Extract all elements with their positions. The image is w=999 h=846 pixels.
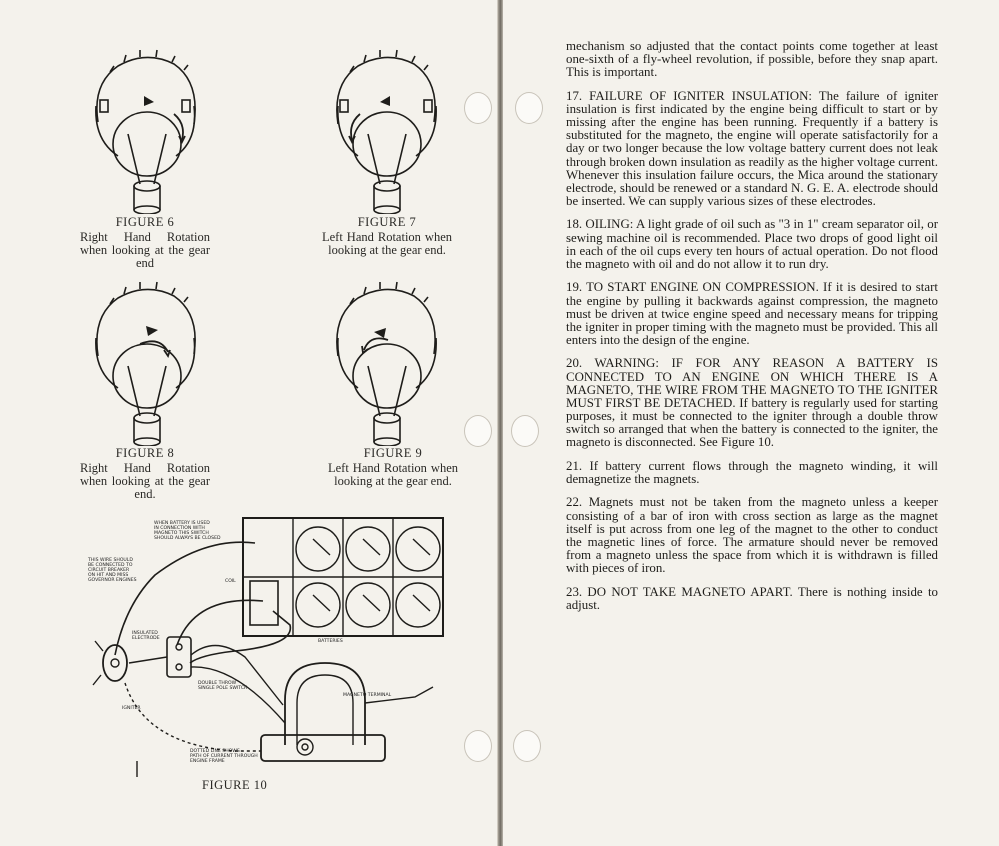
paragraph-17: 17. FAILURE OF IGNITER INSULATION: The failure of igniter insulation is first indicated by the engine being difficult to start or by missing after the engine has been running. Frequently if a battery is substituted for the magneto, the engine will operate satisfactorily for a day or two longer because the low voltage battery current does not leak through broken down insulation as readily as the higher voltage current. Whenever this insulation failure occurs, the Mica around the stationary electrode, should be renewed or a standard N. G. E. A. electrode should be inserted. We can supply various sizes of these electrodes. <box>566 88 938 209</box>
figure-10-wiring-diagram <box>85 515 455 780</box>
figure-6-drawing <box>88 44 206 214</box>
paragraph-19: 19. TO START ENGINE ON COMPRESSION. If it is desired to start the engine by pulling it backwards against compression, the magneto must be driven at twice engine speed and necessary means for tripping the igniter in proper timing with the magneto must be provided. This all enters into the design of the engine. <box>566 280 938 348</box>
figure-10-igniter-label: IGNITER <box>122 706 141 711</box>
figure-9-caption <box>308 447 478 488</box>
paragraph-21: 21. If battery current flows through the magneto winding, it will demagnetize the magnets. <box>566 458 938 487</box>
paragraph-18: 18. OILING: A light grade of oil such as "3 in 1" cream separator oil, or sewing machine oil is recommended. Place two drops of good light oil in each of the oil cups every ten hours of actual operation. Do not flood the magneto with oil and do not allow it to run dry. <box>566 217 938 271</box>
figure-10-caption: FIGURE 10 <box>202 778 268 792</box>
figure-10-insulated-label: INSULATED ELECTRODE <box>132 631 160 641</box>
figure-10-dotted-label: DOTTED LINE SHOWS PATH OF CURRENT THROUGH ENGINE FRAME <box>190 749 258 764</box>
figure-6-title: FIGURE 6 <box>115 215 175 229</box>
figure-8-drawing <box>88 276 206 446</box>
figure-10-terminal-label: MAGNETO TERMINAL <box>343 693 392 698</box>
figure-9-drawing <box>328 276 446 446</box>
figure-7-drawing <box>328 44 446 214</box>
figure-9-title: FIGURE 9 <box>363 446 423 460</box>
figure-10-wire-note: THIS WIRE SHOULD BE CONNECTED TO CIRCUIT BREAKER ON HIT AND MISS GOVERNOR ENGINES <box>88 558 137 583</box>
figure-7-title: FIGURE 7 <box>357 215 417 229</box>
figure-8-caption <box>60 447 230 501</box>
paragraph-23: 23. DO NOT TAKE MAGNETO APART. There is nothing inside to adjust. <box>566 584 938 612</box>
binder-hole-middle <box>464 415 492 447</box>
figure-6-description: Right Hand Rotation when looking at the gear end <box>80 230 210 270</box>
figure-7-caption <box>302 216 472 257</box>
binder-hole-bottom-right <box>513 730 541 762</box>
figure-10-switch-label: DOUBLE THROW SINGLE POLE SWITCH <box>198 681 248 691</box>
figure-10-coil-label: COIL <box>225 579 236 584</box>
figure-8-description: Right Hand Rotation when looking at the gear end. <box>80 461 210 501</box>
paragraph-20: 20. WARNING: IF FOR ANY REASON A BATTERY IS CONNECTED TO AN ENGINE ON WHICH THERE IS A MAGNETO, THE WIRE FROM THE MAGNETO TO THE IGNITER MUST FIRST BE DETACHED. If battery is regularly used for starting purposes, it must be connected to the igniter through a double throw switch so arranged that when the battery is connected to the igniter, the magneto is disconnected. See Figure 10. <box>566 356 938 450</box>
paragraph-16-continued: mechanism so adjusted that the contact points come together at least one-sixth of a fly-wheel revolution, if possible, before they snap apart. This is important. <box>566 39 938 80</box>
figure-7-description: Left Hand Rotation when looking at the gear end. <box>322 230 452 257</box>
binder-hole-top-right <box>515 92 543 124</box>
figure-10-battery-note: WHEN BATTERY IS USED IN CONNECTION WITH MAGNETO THIS SWITCH SHOULD ALWAYS BE CLOSED <box>154 521 221 541</box>
binder-hole-middle-right <box>511 415 539 447</box>
figure-9-description: Left Hand Rotation when looking at the gear end. <box>328 461 458 488</box>
paragraph-22: 22. Magnets must not be taken from the magneto unless a keeper consisting of a bar of iron with cross section as large as the magnet itself is put across from one leg of the magnet to the other to conduct the magnetic lines of force. The armature should never be removed from a magneto unless the space from which it is withdrawn is filled with pieces of iron. <box>566 495 938 576</box>
binder-hole-top <box>464 92 492 124</box>
binder-hole-bottom <box>464 730 492 762</box>
figure-10-batteries-label: BATTERIES <box>318 639 343 644</box>
figure-8-title: FIGURE 8 <box>115 446 175 460</box>
figure-6-caption <box>60 216 230 270</box>
right-page-text <box>566 40 938 622</box>
